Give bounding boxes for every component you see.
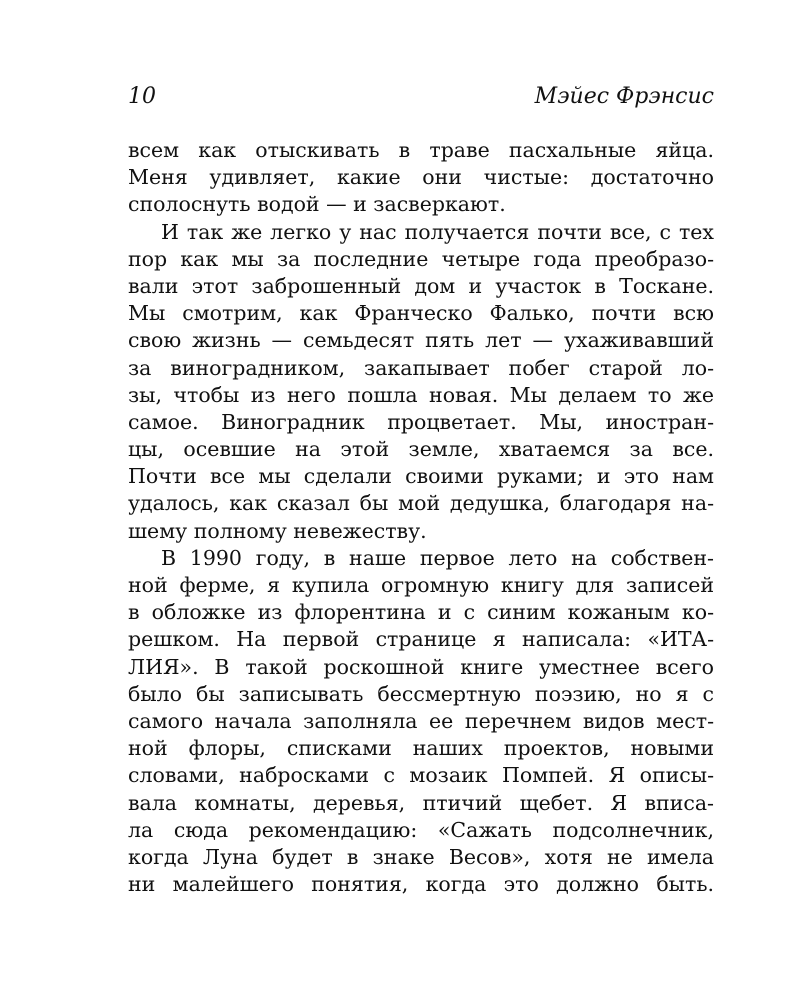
page-number: 10 [128,84,156,109]
text-line: зы, чтобы из него пошла новая. Мы делаем то же [128,382,714,407]
text-line: самое. Виноградник процветает. Мы, иностран- [128,409,714,434]
text-line: за виноградником, закапывает побег старой ло- [128,355,714,380]
text-line: шему полному невежеству. [128,518,427,543]
text-line: вала комнаты, деревья, птичий щебет. Я вписа- [128,790,714,815]
text-line: ной флоры, списками наших проектов, новыми [128,736,714,761]
text-line: Мы смотрим, как Франческо Фалько, почти всю [128,301,714,326]
text-line: Меня удивляет, какие они чистые: достаточно [128,165,714,190]
body-text [128,137,714,898]
text-line: ла сюда рекомендацию: «Сажать подсолнечник, [128,817,714,842]
text-line: цы, осевшие на этой земле, хватаемся за все. [128,437,714,462]
text-line: свою жизнь — семьдесят пять лет — ухаживавший [128,328,714,353]
text-line: пор как мы за последние четыре года преобразо- [128,246,714,271]
text-line: самого начала заполняла ее перечнем видов мест- [128,708,714,733]
text-line: вали этот заброшенный дом и участок в Тоскане. [128,273,714,298]
text-line: словами, набросками с мозаик Помпей. Я описы- [128,763,714,788]
text-line: было бы записывать бессмертную поэзию, но я с [128,681,714,706]
text-line: всем как отыскивать в траве пасхальные яйца. [128,138,714,162]
text-line: И так же легко у нас получается почти все, с тех [161,219,714,244]
text-line: сполоснуть водой — и засверкают. [128,192,506,217]
text-line: удалось, как сказал бы мой дедушка, благодаря на- [128,491,714,516]
text-line: решком. На первой странице я написала: «ИТА- [128,627,714,652]
running-head-author: Мэйес Фрэнсис [534,84,714,109]
text-line: Почти все мы сделали своими руками; и это нам [128,464,714,489]
text-line: ЛИЯ». В такой роскошной книге уместнее всего [128,654,714,679]
text-line: В 1990 году, в наше первое лето на собствен- [161,545,714,570]
page-header [128,82,714,118]
text-line: когда Луна будет в знаке Весов», хотя не имела [128,844,714,869]
text-line: ной ферме, я купила огромную книгу для записей [128,573,714,597]
text-line: в обложке из флорентина и с синим кожаным ко- [128,600,714,625]
text-line: ни малейшего понятия, когда это должно быть. [128,872,714,897]
